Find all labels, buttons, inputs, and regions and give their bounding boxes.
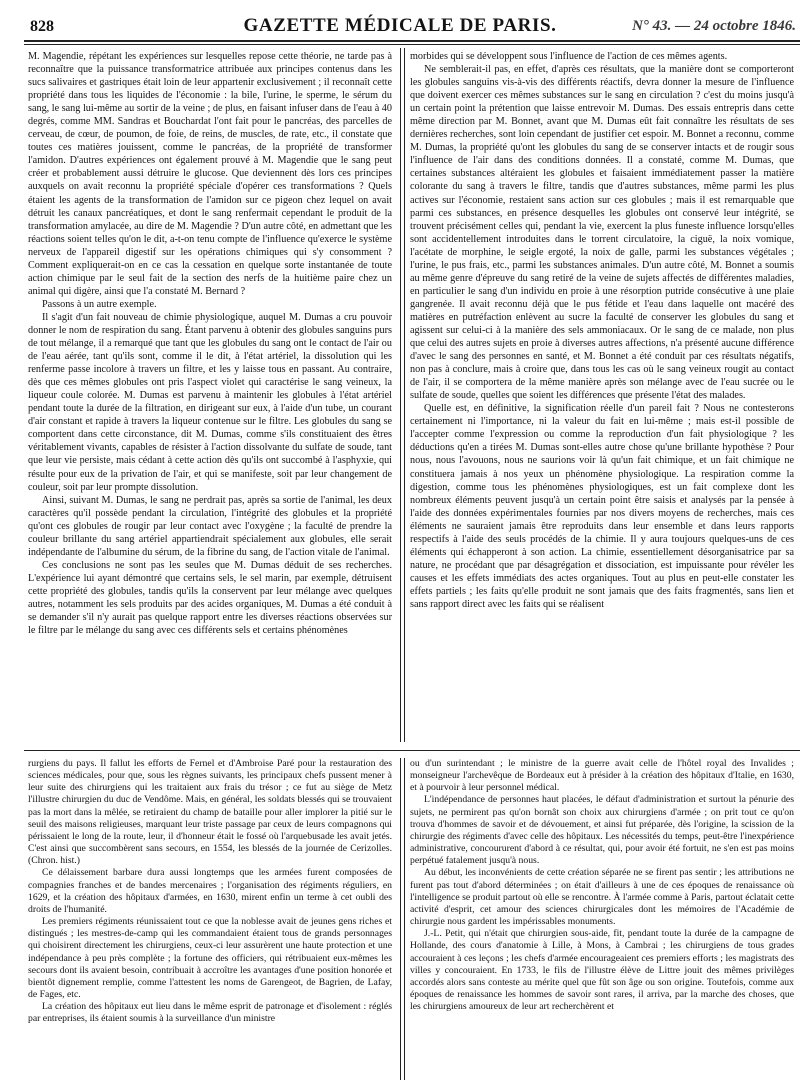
- paragraph: M. Magendie, répétant les expériences sur lesquelles repose cette théorie, ne tarde pas à reconnaître que la puissance transformatrice attribuée aux principes contenus dans les sucs salivaires et gastriques était loin de leur appartenir exclusivement ; il reconnaît cette propriété dans tous les liquides de l'économie : la bile, l'urine, le sperme, le sérum du sang, le sang lui-même au sortir de la veine ; de plus, en faisant infuser dans de l'eau à 40 degrés, comme MM. Sandras et Bouchardat l'ont fait pour le pancréas, des parcelles de cerveau, de cœur, de poumon, de foie, de reins, de muscles, de rate, etc., il constate que toutes ces matières jouissent, comme le pancréas, de la propriété de transformer l'amidon. D'autres expériences ont également prouvé à M. Magendie que le sang peut créer et probablement aussi détruire le glucose. Que deviennent dès lors ces principes auxquels on avait reconnu la propriété spéciale d'opérer ces transformations ? Quels étaient les agents de la transformation de l'amidon sur ce pigeon chez lequel on avait détruit les canaux pancréatiques, et dont le sang renfermait cependant le produit de la transformation amylacée, au dire de M. Magendie ? D'un autre côté, en admettant que les réactions soient telles qu'on le dit, a-t-on tenu compte de l'influence qu'exerce le système nerveux de l'appareil digestif sur les opérations chimiques qui s'y consomment ? Comment expliquerait-on en ce cas la cessation en quelque sorte instantanée de toute action chimique par le seul fait de la section des nerfs de la huitième paire chez un animal qui digère, ainsi que l'a constaté M. Bernard ?: [28, 51, 392, 297]
- paragraph: J.-L. Petit, qui n'était que chirurgien sous-aide, fit, pendant toute la durée de la campagne de Hollande, des cours d'anatomie à Lille, à Mons, à Cambrai ; les chirurgiens de tous grades accouraient à ces leçons ; les chefs d'armée encourageaient ces premiers efforts ; les magistrats des villes y concouraient. En 1733, le fils de l'illustre élève de Littre jouit des mêmes privilèges accordés alors sans conteste au mérite quel que fût son âge ou son origine. Toutefois, comme aux époques de renaissance les hommes de savoir sont rares, il arriva, par la marche des choses, que les chirurgiens amoureux de leur art recherchèrent et: [410, 928, 794, 1013]
- column-divider: [400, 48, 405, 742]
- paragraph: Quelle est, en définitive, la signification réelle d'un pareil fait ? Nous ne contesterons certainement ni l'importance, ni la valeur du fait en lui-même ; mais est-il possible de l'accepter comme l'expression ou comme la reproduction d'un fait physiologique ? les déductions qu'en a tirées M. Dumas sont-elles autre chose qu'une brillante hypothèse ? Pour nous, nous l'avouons, nous ne saurions voir là qu'un fait chimique, et un fait chimique ne constituera jamais à nos yeux un phénomène physiologique. La respiration comme la digestion, comme tous les phénomènes physiologiques, est un fait complexe dont les nombreux éléments peuvent jusqu'à un certain point être saisis et analysés par la pensée à l'aide des données expérimentales fournies par nos divers moyens de recherches, mais ces éléments ne sauraient jamais être reproduits dans leur ensemble et dans leurs rapports respectifs à l'aide des seuls procédés de la chimie. Il y aura toujours quelques-uns de ces éléments qui échapperont à son action. La chimie, essentiellement désorganisatrice par sa nature, ne procédant que par désagrégation et dissociation, est impuissante pour révéler les causes et les effets immédiats des actes organiques. Tout au plus en peut-elle constater les effets partiels ; les faits qu'elle produit ne sont jamais que des faits fragmentés, sans lien et sans rapport direct avec les faits qui se réalisent: [410, 403, 794, 610]
- paragraph: Ainsi, suivant M. Dumas, le sang ne perdrait pas, après sa sortie de l'animal, les deux caractères qu'il possède pendant la circulation, l'intégrité des globules et la propriété qu'ont ces globules de rougir par leur contact avec l'oxygène ; la faculté de prendre la couleur brillante du sang artériel appartiendrait spécialement aux globules, elle serait indépendante de l'albumine du sérum, de la fibrine du sang, de l'action vitale de l'animal.: [28, 494, 392, 558]
- article-column-right: [410, 50, 794, 744]
- feuilleton-column-left: [28, 758, 392, 1083]
- paragraph: La création des hôpitaux eut lieu dans le même esprit de patronage et d'isolement : réglés par entreprises, ils étaient soumis à la surveillance d'un ministre: [28, 1001, 392, 1025]
- paragraph: Il s'agit d'un fait nouveau de chimie physiologique, auquel M. Dumas a cru pouvoir donner le nom de respiration du sang. Étant parvenu à obtenir des globules sanguins purs de tout mélange, il a remarqué que tant que les globules du sang ont le contact de l'air ou de l'eau aérée, tant qu'ils sont, comme il le dit, à l'état artériel, la dissolution qui les renferme passe incolore à travers un filtre, et les y laisse tous en passant. Au contraire, dès que ces mêmes globules ont pris l'aspect violet qui caractérise le sang veineux, la liqueur coule colorée. M. Dumas est parvenu à maintenir les globules à l'état artériel pendant toute la durée de la filtration, en dirigeant sur eux, à l'aide d'un tube, un courant d'air constant et rapide à travers la liqueur contenue sur le filtre. Les globules du sang se comportent dans cette circonstance, dit M. Dumas, comme s'ils constituaient des êtres véritablement vivants, capables de résister à l'action dissolvante du sulfate de soude, tant que leur vie persiste, mais cédant à cette action dès qu'ils ont succombé à l'asphyxie, qui résulte pour eux de la privation de l'air, et qui se manifeste, soit par leur changement de couleur, soit par leur prompte dissolution.: [28, 311, 392, 493]
- journal-title: GAZETTE MÉDICALE DE PARIS.: [243, 15, 557, 36]
- paragraph: Ce délaissement barbare dura aussi longtemps que les armées furent composées de compagnies franches et de bandes mercenaires ; l'organisation des régiments réguliers, en 1629, et la création des hôpitaux d'armées, en 1630, mirent enfin un terme à cet oubli des droits de l'humanité.: [28, 867, 392, 915]
- feuilleton-column-right: [410, 758, 794, 1083]
- paragraph: ou d'un surintendant ; le ministre de la guerre avait celle de l'hôtel royal des Invalides ; monseigneur l'archevêque de Bordeaux eut à présider à la création des hôpitaux d'Italie, en 1630, et à pourvoir à leur personnel médical.: [410, 758, 794, 794]
- page-number: 828: [30, 18, 54, 35]
- paragraph: Les premiers régiments réunissaient tout ce que la noblesse avait de jeunes gens riches et distingués ; les mestres-de-camp qui les commandaient étaient tous de grands personnages qui choisirent directement les chirurgiens, ceux-ci leur assurèrent une haute protection et une indépendance à peu près complète ; la fortune des officiers, qui rétribuaient eux-mêmes les secours dont ils avaient besoin, contribuait à accroître les avantages d'une position honorée et bientôt dignement remplie, comme l'attestent les noms de Garengeot, de Bagrien, de Lafay, de Fages, etc.: [28, 916, 392, 1000]
- page-header: [0, 0, 800, 42]
- article-column-left: [28, 50, 392, 744]
- paragraph: L'indépendance de personnes haut placées, le défaut d'administration et surtout la pénurie des sujets, ne permirent pas qu'on bornât son choix aux chirurgiens d'armée ; on prit tout ce qu'on trouva d'hommes de savoir et de dévouement, et ainsi fut préparée, dès l'origine, la scission de la chirurgie des régiments d'avec celle des hôpitaux. Les nécessités du temps, peut-être l'inexpérience administrative, concoururent d'abord à ce résultat, qui, pour avoir été fortuit, ne s'en est pas moins perpétué fatalement jusqu'à nous.: [410, 794, 794, 867]
- issue-info: N° 43. — 24 octobre 1846.: [632, 18, 796, 34]
- paragraph: Ne semblerait-il pas, en effet, d'après ces résultats, que la manière dont se comporteront les globules sanguins vis-à-vis des différents réactifs, devra donner la mesure de l'influence que doivent exercer ces mêmes substances sur le sang en circulation ? c'est du moins jusqu'à un certain point la prétention que laisse entrevoir M. Dumas. Des essais entrepris dans cette même direction par M. Bonnet, avant que M. Dumas eût fait connaître les résultats de ses dernières recherches, sont loin cependant de justifier cet espoir. M. Bonnet a reconnu, comme M. Dumas, la propriété qu'ont les globules du sang de se conserver intacts et de rougir sous l'influence de l'air dans des conditions données. Il a constaté, comme M. Dumas, que certaines substances altéraient les globules et faisaient immédiatement passer la matière colorante du sang à travers le filtre, tandis que d'autres substances, même parmi les plus actives sur l'économie, restaient sans action sur ces globules ; mais il est remarquable que parmi ces substances, en présence desquelles les globules ont conservé leur intégrité, se trouvent précisément celles qui, pendant la vie, exercent la plus funeste influence lorsqu'elles sont accidentellement introduites dans le torrent circulatoire, la ciguë, la noix vomique, l'acétate de morphine, le seigle ergoté, la noix de galle, parmi les substances végétales ; l'urine, le pus frais, etc., parmi les substances animales. D'un autre côté, M. Bonnet a soumis au même genre d'épreuve du sang retiré de la veine de sujets affectés de différentes maladies, en particulier le sang d'un individu en proie à une résorption putride consécutive à une plaie gangrenée. Il avait reconnu déjà que le pus fétide et l'eau dans laquelle ont macéré des matières en putréfaction enlèvent au sucre la faculté de conserver les globules du sang et agissent sur celui-ci à la manière des sels ammoniacaux. Or le sang de ce malade, non plus que celui des autres sujets en proie à diverses autres affections, n'a présenté aucune différence d'avec le sang des personnes en santé, et M. Bonnet a été conduit par ces résultats négatifs, non pas à conclure, mais à croire que, dans tous les cas où le sang veineux rougit au contact de l'air, il se comportera de la même manière après son mélange avec de l'eau sucrée ou le sulfate de soude, quelles que soient les différences que présente l'état des malades.: [410, 64, 794, 402]
- header-rule-thin: [24, 44, 800, 45]
- paragraph: rurgiens du pays. Il fallut les efforts de Fernel et d'Ambroise Paré pour la restauration des sciences médicales, pour que, sous les règnes suivants, les principaux chefs pussent mener à leur suite des chirurgiens qui les traitaient aux frais du trésor ; ce fut au siège de Metz l'illustre chirurgien du duc de Vendôme. Mais, en général, les soldats blessés qui se trouvaient pas la mort dans la mêlée, se retiraient du champ de bataille pour aller implorer la pitié sur le seuil des maisons religieuses, marquant leur triste passage par ceux de leurs compagnons qui périssaient le long de la route, leur, il d'honneur était le fossé où l'arquebusade les avait jetés. C'est ainsi que succombèrent sans secours, en 1554, les blessés de la journée de Cerizolles. (Chron. hist.): [28, 758, 392, 867]
- column-divider: [400, 758, 405, 1080]
- header-rule: [24, 40, 800, 42]
- paragraph: Passons à un autre exemple.: [42, 298, 157, 310]
- feuilleton-rule: [24, 750, 800, 751]
- paragraph: Ces conclusions ne sont pas les seules que M. Dumas déduit de ses recherches. L'expérience lui ayant démontré que certains sels, le sel marin, par exemple, détruisent cette propriété des globules, tandis qu'ils la conservent par leur mélange avec quelques autres, notamment les sels produits par des acides organiques, M. Dumas a été conduit à se demander s'il n'y aurait pas quelque rapport entre les diverses réactions observées sur le filtre par le mélange du sang avec ces différents sels et certains phénomènes: [28, 559, 392, 637]
- paragraph: morbides qui se développent sous l'influence de l'action de ces mêmes agents.: [410, 51, 728, 62]
- paragraph: Au début, les inconvénients de cette création séparée ne se firent pas sentir ; les attributions ne furent pas tout d'abord déterminées ; on était d'ailleurs à une de ces époques de renaissance où l'intelligence se produit partout où elle se rencontre. À l'armée comme à Paris, partout éclatait cette activité d'esprit, cet amour des sciences chirurgicales dont les mémoires de l'Académie de chirurgie nous gardent les impérissables monuments.: [410, 867, 794, 928]
